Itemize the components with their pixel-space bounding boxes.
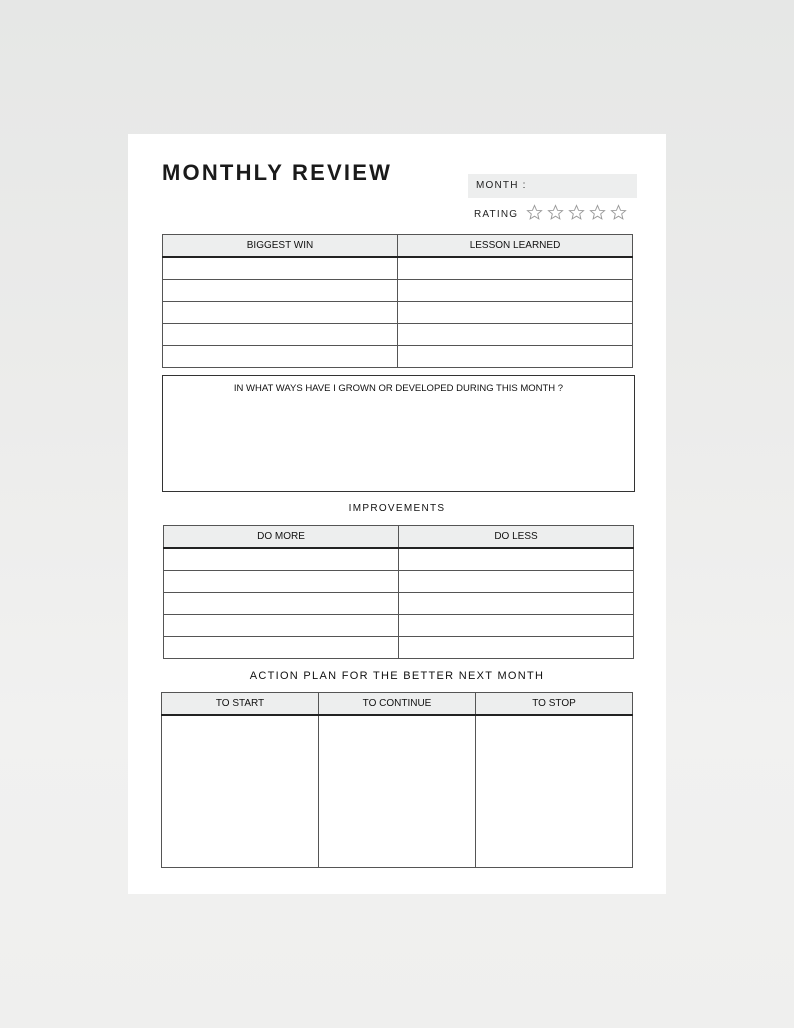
do-more-cell[interactable]	[164, 637, 399, 659]
win-cell[interactable]	[163, 302, 398, 324]
star-icon[interactable]	[610, 204, 627, 221]
improvements-table	[163, 525, 634, 659]
table-row	[164, 615, 634, 637]
do-less-cell[interactable]	[399, 571, 634, 593]
header-lesson-learned: LESSON LEARNED	[398, 235, 633, 258]
table-row	[162, 715, 633, 868]
do-more-cell[interactable]	[164, 615, 399, 637]
month-field[interactable]	[468, 174, 637, 198]
header-to-stop: TO STOP	[476, 693, 633, 716]
table-row	[163, 302, 633, 324]
table-row	[163, 280, 633, 302]
do-less-cell[interactable]	[399, 548, 634, 571]
do-less-cell[interactable]	[399, 637, 634, 659]
table-row	[163, 324, 633, 346]
to-stop-cell[interactable]	[476, 715, 633, 868]
rating-label: RATING	[474, 209, 519, 220]
do-more-cell[interactable]	[164, 548, 399, 571]
table-row	[164, 548, 634, 571]
win-cell[interactable]	[163, 324, 398, 346]
lesson-cell[interactable]	[398, 302, 633, 324]
star-icon[interactable]	[589, 204, 606, 221]
to-continue-cell[interactable]	[319, 715, 476, 868]
table-row	[164, 571, 634, 593]
win-cell[interactable]	[163, 346, 398, 368]
header-do-less: DO LESS	[399, 526, 634, 549]
table-row	[163, 257, 633, 280]
header-to-start: TO START	[162, 693, 319, 716]
month-label: MONTH :	[476, 180, 527, 191]
rating-stars	[526, 204, 627, 221]
header-do-more: DO MORE	[164, 526, 399, 549]
lesson-cell[interactable]	[398, 257, 633, 280]
star-icon[interactable]	[547, 204, 564, 221]
lesson-cell[interactable]	[398, 346, 633, 368]
do-more-cell[interactable]	[164, 593, 399, 615]
header-biggest-win: BIGGEST WIN	[163, 235, 398, 258]
improvements-heading: IMPROVEMENTS	[348, 503, 446, 514]
do-more-cell[interactable]	[164, 571, 399, 593]
to-start-cell[interactable]	[162, 715, 319, 868]
lesson-cell[interactable]	[398, 324, 633, 346]
do-less-cell[interactable]	[399, 615, 634, 637]
table-row	[164, 637, 634, 659]
review-sheet	[128, 134, 666, 894]
action-plan-table	[161, 692, 633, 868]
header-to-continue: TO CONTINUE	[319, 693, 476, 716]
star-icon[interactable]	[526, 204, 543, 221]
do-less-cell[interactable]	[399, 593, 634, 615]
win-cell[interactable]	[163, 257, 398, 280]
win-cell[interactable]	[163, 280, 398, 302]
growth-answer-box[interactable]	[162, 375, 635, 492]
page-title: MONTHLY REVIEW	[162, 160, 393, 185]
growth-question: IN WHAT WAYS HAVE I GROWN OR DEVELOPED DURING THIS MONTH ?	[233, 383, 564, 394]
star-icon[interactable]	[568, 204, 585, 221]
action-plan-heading: ACTION PLAN FOR THE BETTER NEXT MONTH	[249, 670, 545, 682]
table-row	[164, 593, 634, 615]
lesson-cell[interactable]	[398, 280, 633, 302]
table-row	[163, 346, 633, 368]
wins-table	[162, 234, 633, 368]
